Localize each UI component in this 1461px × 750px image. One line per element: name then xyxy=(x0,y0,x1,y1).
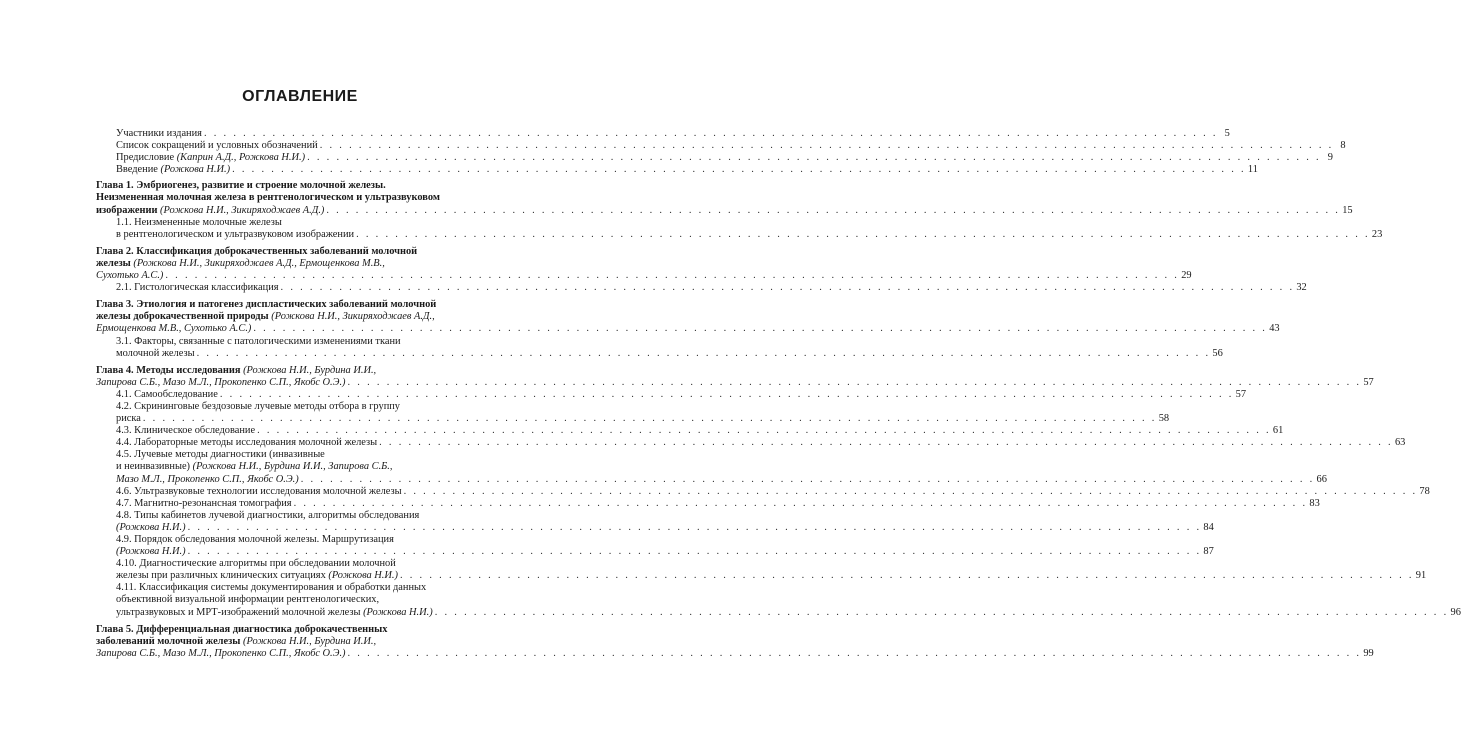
dot-leader: . . . . . . . . . . . . . . . . . . . . . . . . . . . . . . . . . . . . . . . . . . . . . . . . . . . . . . . . . . . . . . . . . . . . . . . . . . . . . . . . . . . . . . . . . . . . . . . . . . . . . . . . xyxy=(379,437,1393,449)
entry-title: 4.2. Скрининговые бездозовые лучевые методы отбора в группу xyxy=(116,400,401,412)
section-entry[interactable] xyxy=(96,582,1461,618)
entry-last-line xyxy=(116,388,1247,401)
entry-text xyxy=(96,648,346,660)
entry-title: Предисловие xyxy=(116,152,175,164)
entry-line xyxy=(116,510,489,522)
page-number: 63 xyxy=(1394,437,1406,449)
entry-title: 2.1. Гистологическая классификация xyxy=(116,282,279,294)
dot-leader: . . . . . . . . . . . . . . . . . . . . . . . . . . . . . . . . . . . . . . . . . . . . . . . . . . . . . . . . . . . . . . . . . . . . . . . . . . . . . . . . . . . . . . . . . . . . . . . . . . . . . . . . xyxy=(187,546,1202,558)
entry-text xyxy=(116,498,292,510)
entry-text xyxy=(116,140,318,152)
dot-leader: . . . . . . . . . . . . . . . . . . . . . . . . . . . . . . . . . . . . . . . . . . . . . . . . . . . . . . . . . . . . . . . . . . . . . . . . . . . . . . . . . . . . . . . . . . . . . . . . . . . . . . . . xyxy=(347,376,1362,388)
front-matter-entry[interactable] xyxy=(96,164,1258,176)
entry-title: Введение xyxy=(116,164,158,176)
dot-leader: . . . . . . . . . . . . . . . . . . . . . . . . . . . . . . . . . . . . . . . . . . . . . . . . . . . . . . . . . . . . . . . . . . . . . . . . . . . . . . . . . . . . . . . . . . . . . . . . . . . . . . . . xyxy=(300,473,1315,485)
entry-title: риска xyxy=(116,413,141,425)
entry-title: железы при различных клинических ситуациях xyxy=(116,570,326,582)
entry-text xyxy=(116,413,141,425)
entry-line xyxy=(96,311,489,323)
entry-text xyxy=(116,522,186,534)
entry-last-line xyxy=(116,437,1406,449)
entry-line xyxy=(116,558,489,570)
dot-leader: . . . . . . . . . . . . . . . . . . . . . . . . . . . . . . . . . . . . . . . . . . . . . . . . . . . . . . . . . . . . . . . . . . . . . . . . . . . . . . . . . . . . . . . . . . . . . . . . . . . . . . . . xyxy=(399,570,1414,582)
entry-authors: Запирова С.Б., Мазо М.Л., Прокопенко С.П., Якобс О.Э.) xyxy=(96,647,346,659)
front-matter-entry[interactable] xyxy=(96,128,1230,140)
entry-title: железы xyxy=(96,257,131,269)
entry-authors: (Рожкова Н.И.) xyxy=(116,521,186,533)
entry-last-line xyxy=(96,376,1374,389)
page-number: 57 xyxy=(1235,388,1247,400)
entry-text xyxy=(116,607,433,619)
entry-last-line xyxy=(116,425,1284,437)
entry-title: Участники издания xyxy=(116,128,202,139)
dot-leader: . . . . . . . . . . . . . . . . . . . . . . . . . . . . . . . . . . . . . . . . . . . . . . . . . . . . . . . . . . . . . . . . . . . . . . . . . . . . . . . . . . . . . . . . . . . . . . . . . . . . . . . . xyxy=(187,521,1202,533)
page-number: 11 xyxy=(1247,164,1258,176)
table-of-contents xyxy=(96,128,1461,660)
entry-line xyxy=(96,246,489,258)
entry-last-line xyxy=(96,204,1353,217)
entry-title: Глава 1. Эмбриогенез, развитие и строение молочной железы. xyxy=(96,180,386,192)
entry-title: Глава 5. Дифференциальная диагностика доброкачественных xyxy=(96,623,388,635)
section-entry[interactable] xyxy=(96,282,1307,294)
entry-last-line xyxy=(116,521,1214,534)
entry-line xyxy=(116,534,489,546)
entry-last-line xyxy=(116,347,1223,360)
dot-leader: . . . . . . . . . . . . . . . . . . . . . . . . . . . . . . . . . . . . . . . . . . . . . . . . . . . . . . . . . . . . . . . . . . . . . . . . . . . . . . . . . . . . . . . . . . . . . . . . . . . . . . . . xyxy=(280,282,1295,294)
entry-authors: (Рожкова Н.И., Бурдина И.И., xyxy=(243,635,377,647)
entry-title: Глава 2. Классификация доброкачественных заболеваний молочной xyxy=(96,245,418,257)
entry-text xyxy=(116,474,299,486)
entry-title: 4.6. Ультразвуковые технологии исследования молочной железы xyxy=(116,485,402,497)
entry-line xyxy=(116,217,489,229)
entry-last-line xyxy=(116,128,1230,140)
section-entry[interactable] xyxy=(96,437,1406,449)
entry-title: 4.4. Лабораторные методы исследования молочной железы xyxy=(116,437,378,449)
entry-title: Глава 4. Методы исследования xyxy=(96,364,241,376)
entry-last-line xyxy=(96,323,1280,335)
entry-text xyxy=(96,323,251,335)
dot-leader: . . . . . . . . . . . . . . . . . . . . . . . . . . . . . . . . . . . . . . . . . . . . . . . . . . . . . . . . . . . . . . . . . . . . . . . . . . . . . . . . . . . . . . . . . . . . . . . . . . . . . . . . xyxy=(253,323,1268,335)
entry-authors: (Рожкова Н.И.) xyxy=(116,546,186,558)
entry-last-line xyxy=(116,546,1214,558)
entry-authors: (Каприн А.Д., Рожкова Н.И.) xyxy=(176,152,306,164)
page-number: 99 xyxy=(1363,647,1374,659)
entry-title: Список сокращений и условных обозначений xyxy=(116,140,318,152)
section-entry[interactable] xyxy=(96,400,1170,425)
entry-last-line xyxy=(116,228,1383,241)
chapter-entry[interactable] xyxy=(96,245,1192,282)
chapter-entry[interactable] xyxy=(96,364,1374,389)
page-number: 96 xyxy=(1450,606,1461,618)
entry-authors: (Рожкова Н.И.) xyxy=(363,606,433,618)
dot-leader: . . . . . . . . . . . . . . . . . . . . . . . . . . . . . . . . . . . . . . . . . . . . . . . . . . . . . . . . . . . . . . . . . . . . . . . . . . . . . . . . . . . . . . . . . . . . . . . . . . . . . . . . xyxy=(142,413,1157,425)
entry-title: 4.9. Порядок обследования молочной железы. Маршрутизация xyxy=(116,534,394,545)
section-entry[interactable] xyxy=(96,509,1214,534)
entry-title: 4.1. Самообследование xyxy=(116,388,218,400)
entry-last-line xyxy=(116,497,1320,510)
page-number: 9 xyxy=(1327,152,1333,164)
section-entry[interactable] xyxy=(96,449,1327,485)
entry-title: в рентгенологическом и ультразвуковом изображении xyxy=(116,228,355,240)
page-number: 56 xyxy=(1212,347,1223,359)
page-number: 15 xyxy=(1342,204,1353,216)
entry-text xyxy=(116,282,279,294)
entry-line xyxy=(96,180,489,192)
entry-authors: (Рожкова Н.И., Зикиряходжаев А.Д., Ермощенкова М.В., xyxy=(133,257,385,269)
entry-line xyxy=(96,299,489,311)
entry-title: железы доброкачественной природы xyxy=(96,311,269,323)
entry-text xyxy=(96,377,346,389)
entry-line xyxy=(116,582,489,594)
entry-text xyxy=(116,389,218,401)
dot-leader: . . . . . . . . . . . . . . . . . . . . . . . . . . . . . . . . . . . . . . . . . . . . . . . . . . . . . . . . . . . . . . . . . . . . . . . . . . . . . . . . . . . . . . . . . . . . . . . . . . . . . . . . xyxy=(403,485,1418,497)
entry-text xyxy=(96,205,324,217)
dot-leader: . . . . . . . . . . . . . . . . . . . . . . . . . . . . . . . . . . . . . . . . . . . . . . . . . . . . . . . . . . . . . . . . . . . . . . . . . . . . . . . . . . . . . . . . . . . . . . . . . . . . . . . . xyxy=(219,388,1234,400)
section-entry[interactable] xyxy=(96,388,1247,401)
page-number: 66 xyxy=(1316,473,1327,485)
section-entry[interactable] xyxy=(96,335,1223,360)
entry-text xyxy=(96,270,163,282)
entry-title: и неинвазивные) xyxy=(116,461,191,473)
page-number: 84 xyxy=(1203,521,1214,533)
page-number: 23 xyxy=(1371,228,1383,240)
entry-line xyxy=(116,401,489,413)
entry-last-line xyxy=(116,164,1258,176)
entry-authors: Сухотько А.С.) xyxy=(96,270,164,282)
dot-leader: . . . . . . . . . . . . . . . . . . . . . . . . . . . . . . . . . . . . . . . . . . . . . . . . . . . . . . . . . . . . . . . . . . . . . . . . . . . . . . . . . . . . . . . . . . . . . . . . . . . . . . . . xyxy=(196,347,1211,359)
entry-line xyxy=(116,336,489,348)
section-entry[interactable] xyxy=(96,534,1214,558)
entry-title: изображении xyxy=(96,204,158,216)
entry-line xyxy=(96,258,489,270)
entry-title: заболеваний молочной железы xyxy=(96,635,241,647)
entry-line xyxy=(96,636,489,648)
entry-last-line xyxy=(96,647,1374,660)
page-number: 8 xyxy=(1340,140,1346,152)
entry-line xyxy=(96,192,489,204)
entry-text xyxy=(116,128,202,140)
entry-title: Глава 3. Этиология и патогенез диспластических заболеваний молочной xyxy=(96,299,437,311)
entry-title: 4.8. Типы кабинетов лучевой диагностики, алгоритмы обследования xyxy=(116,509,420,521)
dot-leader: . . . . . . . . . . . . . . . . . . . . . . . . . . . . . . . . . . . . . . . . . . . . . . . . . . . . . . . . . . . . . . . . . . . . . . . . . . . . . . . . . . . . . . . . . . . . . . . . . . . . . . . . xyxy=(326,204,1341,216)
section-entry[interactable] xyxy=(96,425,1284,437)
entry-authors: (Рожкова Н.И.) xyxy=(328,570,398,582)
entry-title: молочной железы xyxy=(116,347,195,359)
section-entry[interactable] xyxy=(96,485,1430,498)
entry-authors: Запирова С.Б., Мазо М.Л., Прокопенко С.П., Якобс О.Э.) xyxy=(96,376,346,388)
page-number: 58 xyxy=(1158,413,1170,425)
page-number: 87 xyxy=(1203,546,1214,558)
chapter-entry[interactable] xyxy=(96,623,1374,660)
entry-title: 1.1. Неизмененные молочные железы xyxy=(116,216,282,228)
entry-title: объективной визуальной информации рентгенологических, xyxy=(116,594,380,606)
entry-title: 4.7. Магнитно-резонансная томография xyxy=(116,497,292,509)
entry-text xyxy=(116,425,255,437)
entry-text xyxy=(116,164,230,176)
page-number: 43 xyxy=(1269,323,1280,335)
entry-line xyxy=(96,624,489,636)
entry-line xyxy=(116,594,489,606)
page-number: 78 xyxy=(1419,485,1430,497)
dot-leader: . . . . . . . . . . . . . . . . . . . . . . . . . . . . . . . . . . . . . . . . . . . . . . . . . . . . . . . . . . . . . . . . . . . . . . . . . . . . . . . . . . . . . . . . . . . . . . . . . . . . . . . . xyxy=(232,164,1246,176)
page-title: ОГЛАВЛЕНИЕ xyxy=(242,88,358,105)
section-entry[interactable] xyxy=(96,216,1383,241)
dot-leader: . . . . . . . . . . . . . . . . . . . . . . . . . . . . . . . . . . . . . . . . . . . . . . . . . . . . . . . . . . . . . . . . . . . . . . . . . . . . . . . . . . . . . . . . . . . . . . . . . . . . . . . . xyxy=(319,140,1334,152)
page-number: 57 xyxy=(1363,376,1374,388)
dot-leader: . . . . . . . . . . . . . . . . . . . . . . . . . . . . . . . . . . . . . . . . . . . . . . . . . . . . . . . . . . . . . . . . . . . . . . . . . . . . . . . . . . . . . . . . . . . . . . . . . . . . . . . . xyxy=(293,497,1308,509)
entry-authors: (Рожкова Н.И., Бурдина И.И., Запирова С.Б., xyxy=(192,461,393,473)
entry-text xyxy=(116,486,402,498)
entry-last-line xyxy=(116,606,1461,619)
entry-title: 3.1. Факторы, связанные с патологическими изменениями ткани xyxy=(116,335,401,347)
entry-title: 4.5. Лучевые методы диагностики (инвазивные xyxy=(116,449,325,461)
page-number: 83 xyxy=(1309,497,1320,509)
entry-title: ультразвуковых и МРТ-изображений молочной железы xyxy=(116,606,361,618)
entry-line xyxy=(96,365,489,377)
page-number: 91 xyxy=(1415,570,1427,582)
chapter-entry[interactable] xyxy=(96,299,1280,335)
entry-last-line xyxy=(116,473,1327,486)
section-entry[interactable] xyxy=(96,497,1320,510)
entry-text xyxy=(116,229,354,241)
entry-line xyxy=(116,461,489,473)
page-number: 61 xyxy=(1272,425,1284,437)
entry-last-line xyxy=(116,152,1333,164)
entry-title: Неизмененная молочная железа в рентгенологическом и ультразвуковом xyxy=(96,192,440,204)
entry-text xyxy=(116,348,195,360)
entry-last-line xyxy=(96,270,1192,282)
entry-authors: (Рожкова Н.И.) xyxy=(160,164,231,176)
entry-title: 4.3. Клиническое обследование xyxy=(116,425,256,437)
entry-text xyxy=(116,546,186,558)
entry-authors: (Рожкова Н.И., Зикиряходжаев А.Д.) xyxy=(160,204,325,216)
dot-leader: . . . . . . . . . . . . . . . . . . . . . . . . . . . . . . . . . . . . . . . . . . . . . . . . . . . . . . . . . . . . . . . . . . . . . . . . . . . . . . . . . . . . . . . . . . . . . . . . . . . . . . . . xyxy=(347,647,1362,659)
page-number: 32 xyxy=(1296,282,1307,294)
entry-last-line xyxy=(116,570,1427,582)
dot-leader: . . . . . . . . . . . . . . . . . . . . . . . . . . . . . . . . . . . . . . . . . . . . . . . . . . . . . . . . . . . . . . . . . . . . . . . . . . . . . . . . . . . . . . . . . . . . . . . . . . . . . . . . xyxy=(356,228,1370,240)
section-entry[interactable] xyxy=(96,558,1427,582)
page-number: 29 xyxy=(1181,270,1192,282)
dot-leader: . . . . . . . . . . . . . . . . . . . . . . . . . . . . . . . . . . . . . . . . . . . . . . . . . . . . . . . . . . . . . . . . . . . . . . . . . . . . . . . . . . . . . . . . . . . . . . . . . . . . . . . . xyxy=(307,152,1321,164)
dot-leader: . . . . . . . . . . . . . . . . . . . . . . . . . . . . . . . . . . . . . . . . . . . . . . . . . . . . . . . . . . . . . . . . . . . . . . . . . . . . . . . . . . . . . . . . . . . . . . . . . . . . . . . . xyxy=(203,128,1218,139)
entry-authors: (Рожкова Н.И., Бурдина И.И., xyxy=(243,364,377,376)
entry-text xyxy=(116,152,305,164)
entry-line xyxy=(116,449,489,461)
front-matter-entry[interactable] xyxy=(96,152,1333,164)
chapter-entry[interactable] xyxy=(96,180,1353,216)
entry-title: 4.11. Классификация системы документирования и обработки данных xyxy=(116,582,427,594)
entry-last-line xyxy=(116,282,1307,294)
front-matter-entry[interactable] xyxy=(96,140,1346,152)
dot-leader: . . . . . . . . . . . . . . . . . . . . . . . . . . . . . . . . . . . . . . . . . . . . . . . . . . . . . . . . . . . . . . . . . . . . . . . . . . . . . . . . . . . . . . . . . . . . . . . . . . . . . . . . xyxy=(434,606,1449,618)
entry-authors: Мазо М.Л., Прокопенко С.П., Якобс О.Э.) xyxy=(116,473,299,485)
dot-leader: . . . . . . . . . . . . . . . . . . . . . . . . . . . . . . . . . . . . . . . . . . . . . . . . . . . . . . . . . . . . . . . . . . . . . . . . . . . . . . . . . . . . . . . . . . . . . . . . . . . . . . . . xyxy=(257,425,1271,437)
entry-last-line xyxy=(116,140,1346,152)
entry-last-line xyxy=(116,485,1430,498)
entry-title: 4.10. Диагностические алгоритмы при обследовании молочной xyxy=(116,558,396,570)
entry-text xyxy=(116,437,377,449)
entry-authors: Ермощенкова М.В., Сухотько А.С.) xyxy=(96,323,252,335)
entry-last-line xyxy=(116,413,1170,425)
entry-text xyxy=(116,570,398,582)
entry-authors: (Рожкова Н.И., Зикиряходжаев А.Д., xyxy=(271,311,435,323)
dot-leader: . . . . . . . . . . . . . . . . . . . . . . . . . . . . . . . . . . . . . . . . . . . . . . . . . . . . . . . . . . . . . . . . . . . . . . . . . . . . . . . . . . . . . . . . . . . . . . . . . . . . . . . . xyxy=(165,270,1180,282)
page-number: 5 xyxy=(1224,128,1230,139)
